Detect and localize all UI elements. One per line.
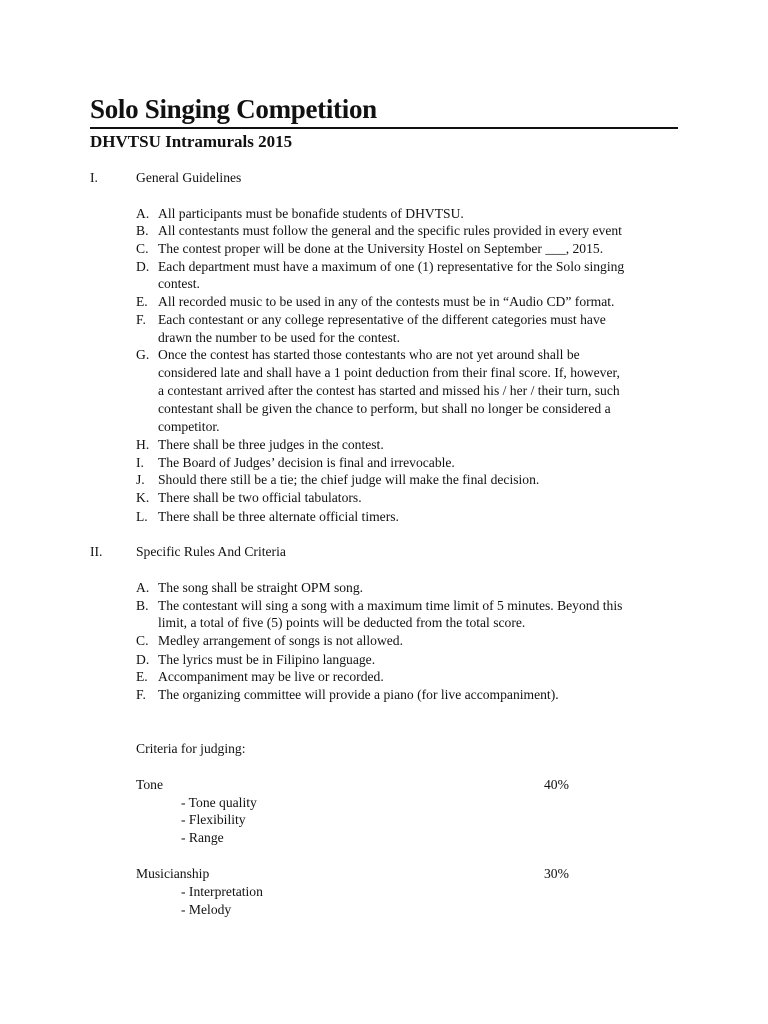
list-item-text: competitor. — [158, 419, 220, 434]
section-numeral: I. — [90, 170, 98, 185]
criterion-sub-item: - Interpretation — [181, 884, 263, 899]
list-marker: F. — [136, 312, 146, 327]
criterion-name: Tone — [136, 777, 163, 792]
list-item-text: considered late and shall have a 1 point deduction from their final score. If, however, — [158, 365, 620, 380]
list-item-text: limit, a total of five (5) points will be deducted from the total score. — [158, 615, 526, 630]
list-marker: D. — [136, 259, 150, 274]
list-marker: H. — [136, 437, 150, 452]
list-marker: D. — [136, 652, 150, 667]
list-item-text: The contest proper will be done at the University Hostel on September ___, 2015. — [158, 241, 604, 256]
list-item-text: The song shall be straight OPM song. — [158, 580, 364, 595]
list-item-text: Should there still be a tie; the chief judge will make the final decision. — [158, 472, 540, 487]
list-item-text: The lyrics must be in Filipino language. — [158, 652, 376, 667]
section-numeral: II. — [90, 544, 103, 559]
list-marker: C. — [136, 633, 149, 648]
document-title: Solo Singing Competition — [90, 94, 377, 124]
list-marker: A. — [136, 206, 150, 221]
criterion-percent: 30% — [544, 866, 569, 881]
list-item-text: The Board of Judges’ decision is final and irrevocable. — [158, 455, 455, 470]
list-marker: L. — [136, 509, 148, 524]
section-heading: General Guidelines — [136, 170, 242, 185]
list-item-text: There shall be three alternate official timers. — [158, 509, 399, 524]
criterion-sub-item: - Range — [181, 830, 224, 845]
list-marker: K. — [136, 490, 150, 505]
criterion-sub-item: - Tone quality — [181, 795, 257, 810]
criterion-name: Musicianship — [136, 866, 210, 881]
list-item-text: All contestants must follow the general and the specific rules provided in every event — [158, 223, 622, 238]
list-marker: G. — [136, 347, 150, 362]
criteria-label: Criteria for judging: — [136, 741, 246, 756]
list-marker: F. — [136, 687, 146, 702]
list-item-text: contestant shall be given the chance to perform, but shall no longer be considered a — [158, 401, 611, 416]
list-marker: E. — [136, 294, 148, 309]
list-item-text: The contestant will sing a song with a maximum time limit of 5 minutes. Beyond this — [158, 598, 623, 613]
list-item-text: Each contestant or any college representative of the different categories must have — [158, 312, 606, 327]
criterion-percent: 40% — [544, 777, 569, 792]
document-subtitle: DHVTSU Intramurals 2015 — [90, 132, 293, 151]
list-item-text: There shall be two official tabulators. — [158, 490, 362, 505]
list-item-text: a contestant arrived after the contest has started and missed his / her / their turn, such — [158, 383, 620, 398]
list-marker: E. — [136, 669, 148, 684]
criterion-sub-item: - Melody — [181, 902, 232, 917]
criterion-sub-item: - Flexibility — [181, 812, 246, 827]
list-item-text: All participants must be bonafide students of DHVTSU. — [158, 206, 464, 221]
list-item-text: The organizing committee will provide a piano (for live accompaniment). — [158, 687, 559, 702]
section-heading: Specific Rules And Criteria — [136, 544, 286, 559]
list-item-text: Once the contest has started those contestants who are not yet around shall be — [158, 347, 580, 362]
list-item-text: contest. — [158, 276, 200, 291]
list-item-text: Accompaniment may be live or recorded. — [158, 669, 384, 684]
title-underline — [90, 127, 678, 129]
list-marker: C. — [136, 241, 149, 256]
list-item-text: drawn the number to be used for the contest. — [158, 330, 400, 345]
list-item-text: There shall be three judges in the contest. — [158, 437, 384, 452]
list-item-text: Each department must have a maximum of one (1) representative for the Solo singing — [158, 259, 625, 274]
list-marker: I. — [136, 455, 144, 470]
list-marker: A. — [136, 580, 150, 595]
list-item-text: All recorded music to be used in any of the contests must be in “Audio CD” format. — [158, 294, 615, 309]
list-marker: B. — [136, 223, 149, 238]
list-marker: J. — [136, 472, 145, 487]
list-item-text: Medley arrangement of songs is not allowed. — [158, 633, 404, 648]
list-marker: B. — [136, 598, 149, 613]
